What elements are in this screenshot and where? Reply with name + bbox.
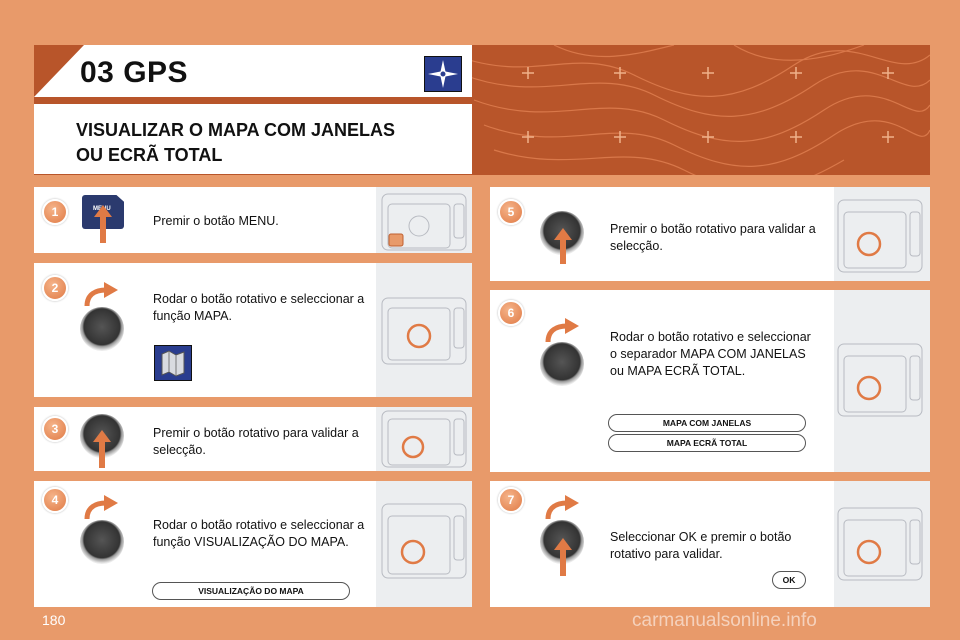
- rotary-knob-icon: [80, 307, 124, 351]
- page-number: 180: [42, 612, 66, 628]
- radio-panel-illustration: [378, 190, 470, 252]
- rotary-knob-icon: [80, 520, 124, 564]
- menu-option-pill: VISUALIZAÇÃO DO MAPA: [152, 582, 350, 600]
- menu-option-pill: MAPA ECRÃ TOTAL: [608, 434, 806, 452]
- ok-pill: OK: [772, 571, 806, 589]
- radio-panel-illustration: [834, 196, 926, 276]
- watermark: carmanualsonline.info: [632, 610, 817, 631]
- rotate-arrow-icon: [545, 495, 579, 521]
- radio-panel-illustration: [834, 340, 926, 420]
- step-number-6: 6: [498, 300, 524, 326]
- menu-button-label: MENU: [93, 206, 111, 212]
- section-title: 03 GPS: [80, 56, 189, 89]
- step-number-3: 3: [42, 416, 68, 442]
- step-2-text: Rodar o botão rotativo e seleccionar a função MAPA.: [153, 292, 365, 323]
- radio-panel-illustration: [834, 504, 926, 584]
- step-7-text: Seleccionar OK e premir o botão rotativo para validar.: [610, 530, 792, 561]
- step-3-text: Premir o botão rotativo para validar a selecção.: [153, 426, 359, 457]
- step-number-7: 7: [498, 487, 524, 513]
- page-subtitle: [76, 118, 456, 168]
- rotate-arrow-icon: [545, 318, 579, 344]
- rotary-knob-icon: [540, 342, 584, 386]
- step-number-5: 5: [498, 199, 524, 225]
- subtitle-line-2: OU ECRÃ TOTAL: [76, 145, 223, 165]
- radio-panel-illustration: [378, 500, 470, 582]
- gps-compass-icon: [424, 56, 462, 92]
- step-1-text: Premir o botão MENU.: [153, 214, 279, 228]
- step-6-text: Rodar o botão rotativo e seleccionar o separador MAPA COM JANELAS ou MAPA ECRÃ TOTAL.: [610, 330, 811, 378]
- menu-option-pill: MAPA COM JANELAS: [608, 414, 806, 432]
- step-number-1: 1: [42, 199, 68, 225]
- rotate-arrow-icon: [84, 282, 118, 308]
- subtitle-line-1: VISUALIZAR O MAPA COM JANELAS: [76, 120, 396, 140]
- radio-panel-illustration: [378, 290, 470, 370]
- step-number-2: 2: [42, 275, 68, 301]
- step-5-text: Premir o botão rotativo para validar a selecção.: [610, 222, 816, 253]
- map-icon: [154, 345, 192, 381]
- rotate-arrow-icon: [84, 495, 118, 521]
- step-number-4: 4: [42, 487, 68, 513]
- radio-panel-illustration: [378, 409, 470, 469]
- step-4-text: Rodar o botão rotativo e seleccionar a função VISUALIZAÇÃO DO MAPA.: [153, 518, 365, 549]
